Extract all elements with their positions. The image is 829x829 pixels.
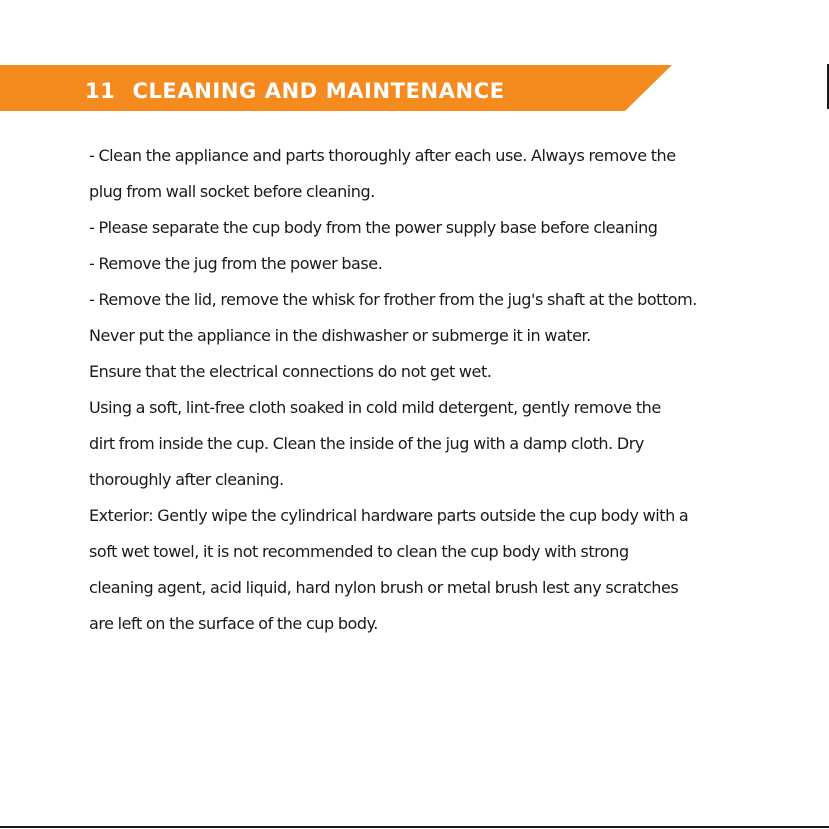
text-line: soft wet towel, it is not recommended to clean the cup body with strong xyxy=(89,542,629,561)
page-bottom-rule xyxy=(0,826,829,828)
text-line: - Please separate the cup body from the power supply base before cleaning xyxy=(89,218,658,237)
text-line: Exterior: Gently wipe the cylindrical hardware parts outside the cup body with a xyxy=(89,506,689,525)
text-line: Ensure that the electrical connections do not get wet. xyxy=(89,362,492,381)
text-line: dirt from inside the cup. Clean the inside of the jug with a damp cloth. Dry xyxy=(89,434,644,453)
text-line: are left on the surface of the cup body. xyxy=(89,614,378,633)
section-number: 11 xyxy=(85,79,116,103)
text-line: plug from wall socket before cleaning. xyxy=(89,182,375,201)
text-line: - Clean the appliance and parts thoroughly after each use. Always remove the xyxy=(89,146,676,165)
section-title xyxy=(85,76,505,106)
section-title-text: CLEANING AND MAINTENANCE xyxy=(132,79,505,103)
text-line: thoroughly after cleaning. xyxy=(89,470,284,489)
cleaning-instructions xyxy=(89,138,789,642)
text-line: cleaning agent, acid liquid, hard nylon brush or metal brush lest any scratches xyxy=(89,578,679,597)
text-line: - Remove the jug from the power base. xyxy=(89,254,383,273)
text-line: Using a soft, lint-free cloth soaked in cold mild detergent, gently remove the xyxy=(89,398,661,417)
text-line: - Remove the lid, remove the whisk for frother from the jug's shaft at the bottom. xyxy=(89,290,697,309)
text-line: Never put the appliance in the dishwasher or submerge it in water. xyxy=(89,326,591,345)
